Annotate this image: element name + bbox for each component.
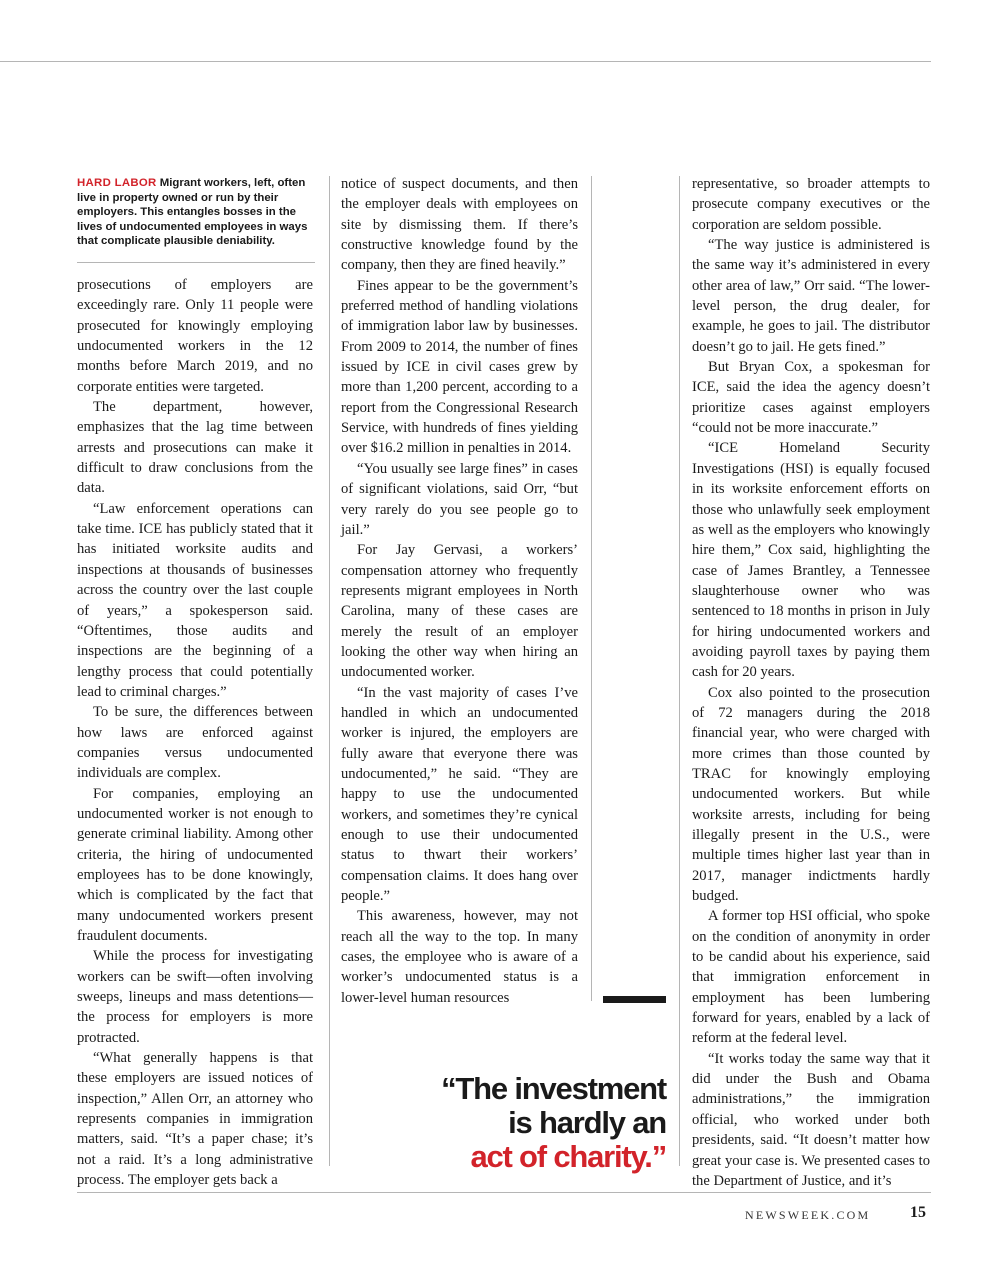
paragraph: Cox also pointed to the prosecution of 72 managers during the 2018 financial year, who were charged with more crimes than those counted by TRAC for knowingly employing undocumented workers. But while worksite arrests, including for being illegally present in the U.S., were multiple times higher last year than in 2017, manager indictments hardly budged. (692, 684, 930, 905)
page-number: 15 (910, 1204, 926, 1221)
paragraph: While the process for investigating workers can be swift—often involving sweeps, lineups and mass detentions—the process for employers is more protracted. (77, 948, 313, 1046)
pullquote-line-3: act of charity.” (470, 1139, 666, 1174)
article-column-middle (341, 174, 578, 1008)
paragraph: “In the vast majority of cases I’ve handled in which an undocumented worker is injured, the employers are fully aware that everyone there was undocumented,” he said. “They are happy to use the undocumented workers, and sometimes they’re cynical enough to use their undocumented status to thwart their workers’ compensation claims. It does hang over people.” (341, 684, 578, 905)
paragraph: representative, so broader attempts to prosecute company executives or the corporation are seldom possible. (692, 176, 930, 233)
paragraph: prosecutions of employers are exceedingly rare. Only 11 people were prosecuted for knowingly employing undocumented workers in the 12 months before March 2019, and no corporate entities were targeted. (77, 277, 313, 395)
photo-caption (77, 176, 317, 249)
column-divider-left (329, 176, 330, 1166)
paragraph: “You usually see large fines” in cases of significant violations, said Orr, “but very rarely do you see people go to jail.” (341, 460, 578, 538)
paragraph: The department, however, emphasizes that the lag time between arrests and prosecutions can make it difficult to draw conclusions from the data. (77, 399, 313, 497)
paragraph: But Bryan Cox, a spokesman for ICE, said the idea the agency doesn’t prioritize cases against employers “could not be more inaccurate.” (692, 359, 930, 437)
paragraph: For companies, employing an undocumented worker is not enough to generate criminal liability. Among other criteria, the hiring of undocumented employees has to be done knowingly, which is complicated by the fact that many undocumented workers present fraudulent documents. (77, 785, 313, 944)
pullquote-line-1: “The investment (441, 1071, 666, 1106)
paragraph: To be sure, the differences between how laws are enforced against companies versus undocumented individuals are complex. (77, 704, 313, 782)
paragraph: “ICE Homeland Security Investigations (HSI) is equally focused in its worksite enforcement efforts on those who unlawfully seek employment as well as the employers who knowingly hire them,” Cox said, highlighting the case of James Brantley, a Tennessee slaughterhouse owner who was sentenced to 18 months in prison in July for hiring undocumented workers and avoiding payroll taxes by paying them cash for 20 years. (692, 440, 930, 681)
caption-rule (77, 262, 315, 263)
caption-text: Migrant workers, left, often live in property owned or run by their employers. This entangles bosses in the lives of undocumented employees in ways that complicate plausible deniability. (77, 177, 308, 248)
article-column-left (77, 275, 313, 1190)
paragraph: “The way justice is administered is the same way it’s administered in every other area of law,” Orr said. “The lower-level person, the drug dealer, for example, he goes to jail. The distributor doesn’t go to jail. He gets fined.” (692, 237, 930, 355)
pullquote (340, 1072, 666, 1174)
paragraph: “Law enforcement operations can take time. ICE has publicly stated that it has initiated worksite audits and inspections at thousands of businesses across the country over the last couple of years,” a spokesperson said. “Oftentimes, those audits and inspections are the beginning of a lengthy process that could potentially lead to criminal charges.” (77, 500, 313, 700)
pullquote-line-2: is hardly an (508, 1105, 666, 1140)
paragraph: This awareness, however, may not reach all the way to the top. In many cases, the employee who is aware of a worker’s undocumented status is a lower-level human resources (341, 908, 578, 1006)
paragraph: A former top HSI official, who spoke on the condition of anonymity in order to be candid about his experience, said that immigration enforcement in employment has been lumbering forward for years, enabled by a lack of reform at the federal level. (692, 908, 930, 1047)
paragraph: “What generally happens is that these employers are issued notices of inspection,” Allen Orr, an attorney who represents companies in immigration matters, said. “It’s a paper chase; it’s not a raid. It’s a long administrative process. The employer gets back a (77, 1050, 313, 1189)
paragraph: notice of suspect documents, and then the employer deals with employees on site by dismissing them. If there’s constructive knowledge found by the company, then they are fined heavily.” (341, 176, 578, 274)
column-divider-middle (591, 176, 592, 1001)
caption-kicker: HARD LABOR (77, 177, 157, 189)
paragraph: For Jay Gervasi, a workers’ compensation attorney who frequently represents migrant employees in North Carolina, many of these cases are merely the result of an employer looking the other way when hiring an undocumented worker. (341, 542, 578, 681)
publication-url: NEWSWEEK.COM (745, 1208, 871, 1222)
top-rule (0, 61, 931, 62)
footer-rule (77, 1192, 931, 1193)
article-column-right (692, 174, 930, 1191)
paragraph: Fines appear to be the government’s preferred method of handling violations of immigration labor law by businesses. From 2009 to 2014, the number of fines issued by ICE in civil cases grew by more than 1,200 percent, according to a report from the Congressional Research Service, with hundreds of fines yielding over $16.2 million in penalties in 2014. (341, 277, 578, 457)
column-divider-right (679, 176, 680, 1166)
pullquote-bar (603, 996, 666, 1003)
paragraph: “It works today the same way that it did under the Bush and Obama administrations,” the immigration official, who worked under both presidents, said. “It doesn’t matter how great your case is. We presented cases to the Department of Justice, and it’s (692, 1050, 930, 1189)
